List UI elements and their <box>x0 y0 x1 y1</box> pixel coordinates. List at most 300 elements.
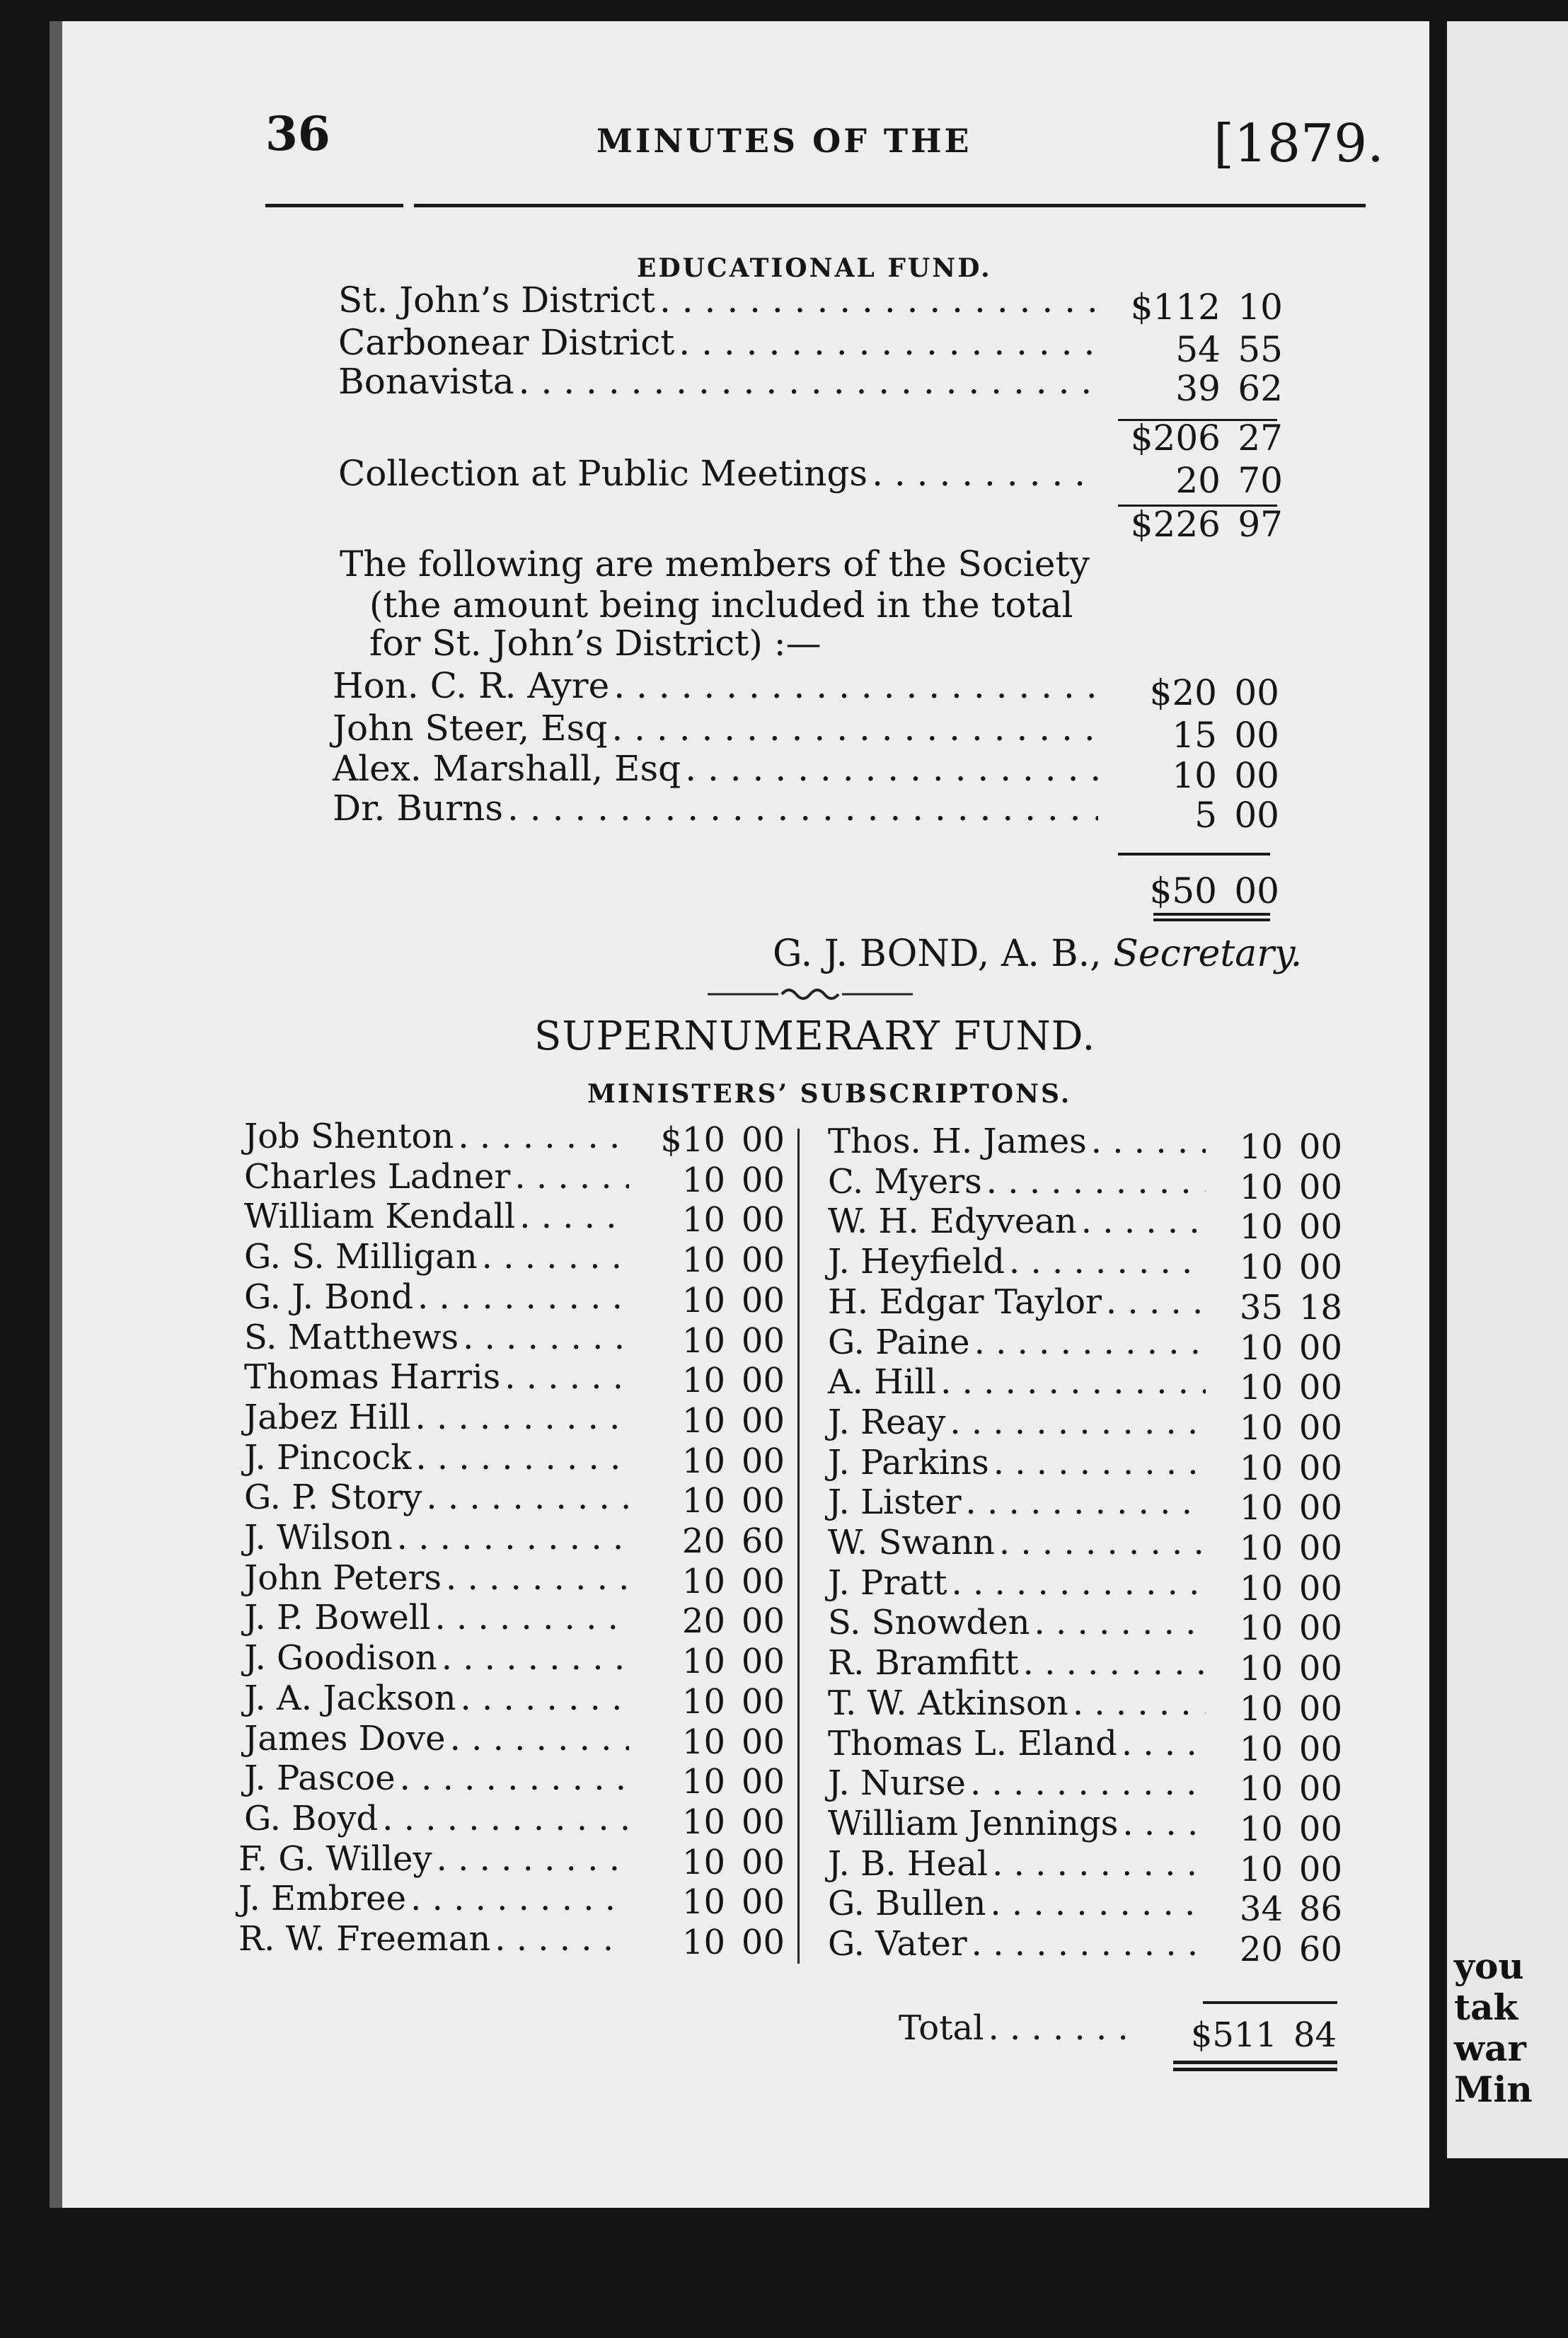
dot-leader <box>940 1362 1206 1402</box>
grand-total-double-rule-1 <box>1173 2061 1337 2064</box>
dot-leader <box>1081 1202 1206 1241</box>
amount-cents: 00 <box>741 1320 785 1361</box>
minister-left-name: Jabez Hill <box>244 1397 411 1437</box>
dot-leader <box>611 708 1098 749</box>
amount-dollars: 10 <box>681 1320 725 1361</box>
amount-cents: 00 <box>1298 1568 1342 1608</box>
society-member-amount <box>1118 795 1279 836</box>
amount-cents: 00 <box>741 1601 785 1642</box>
minister-right-name: J. Lister <box>828 1482 962 1523</box>
amount-dollars: 39 <box>1175 368 1221 409</box>
amount-cents: 62 <box>1238 368 1283 409</box>
amount-cents: 00 <box>1298 1167 1342 1207</box>
society-member-name: Hon. C. R. Ayre <box>333 665 610 706</box>
amount-cents: 00 <box>1298 1849 1342 1889</box>
minister-left-row <box>244 1478 633 1517</box>
minister-right-name: J. Nurse <box>828 1763 966 1804</box>
dot-leader <box>434 1598 629 1637</box>
amount-dollars: 10 <box>681 1160 725 1200</box>
minister-right-amount <box>1212 1569 1342 1608</box>
dot-leader <box>966 1482 1206 1522</box>
amount-cents: 00 <box>741 1240 785 1281</box>
dot-leader <box>988 2008 1142 2048</box>
amount-dollars: $20 <box>1149 672 1217 713</box>
amount-dollars: 10 <box>1239 1528 1283 1568</box>
amount-cents: 00 <box>1298 1448 1342 1488</box>
section-ornament <box>708 984 913 1005</box>
minister-right-name: A. Hill <box>828 1362 937 1403</box>
dot-leader <box>1023 1643 1206 1683</box>
minister-left-name: William Kendall <box>244 1197 516 1237</box>
amount-cents: 00 <box>741 1882 785 1923</box>
minister-right-row <box>828 1884 1210 1923</box>
amount-dollars: 10 <box>681 1441 725 1481</box>
amount-cents: 00 <box>741 1762 785 1802</box>
amount-dollars: 10 <box>1239 1769 1283 1809</box>
members-total-double-rule-2 <box>1153 918 1270 921</box>
minister-right-row <box>828 1162 1210 1202</box>
minister-left-row <box>244 1598 633 1637</box>
amount-dollars: $206 <box>1130 418 1221 459</box>
dot-leader <box>426 1478 629 1517</box>
minister-left-amount <box>655 1281 785 1320</box>
dot-leader <box>970 1763 1206 1803</box>
amount-dollars: 10 <box>1239 1368 1283 1408</box>
minister-left-amount <box>655 1321 785 1361</box>
secretary-signature <box>773 933 1302 975</box>
dot-leader <box>507 788 1098 829</box>
amount-cents: 00 <box>1298 1368 1342 1408</box>
minister-right-row <box>828 1282 1210 1322</box>
minister-left-row <box>244 1558 633 1598</box>
minister-left-row <box>244 1277 633 1317</box>
amount-cents: 00 <box>1234 795 1279 836</box>
amount-dollars: $511 <box>1190 2015 1277 2055</box>
minister-left-amount <box>655 1802 785 1842</box>
minister-right-amount <box>1212 1649 1342 1688</box>
minister-right-name: G. Vater <box>828 1924 967 1964</box>
minister-right-name: J. Reay <box>828 1402 946 1442</box>
fragment-line: war <box>1454 2027 1526 2069</box>
dot-leader <box>685 748 1098 789</box>
amount-cents: 00 <box>1298 1407 1342 1448</box>
amount-cents: 10 <box>1238 287 1283 328</box>
header-rule-left <box>265 204 403 207</box>
dot-leader <box>519 361 1098 402</box>
minister-left-name: Thomas Harris <box>244 1357 501 1398</box>
minister-right-name: S. Snowden <box>828 1603 1030 1643</box>
minister-right-name: G. Paine <box>828 1322 970 1362</box>
minister-left-amount <box>655 1562 785 1601</box>
running-year: [1879. <box>1214 113 1384 174</box>
minister-right-amount <box>1212 1769 1342 1809</box>
minister-left-row <box>244 1638 633 1678</box>
minister-right-amount <box>1212 1449 1342 1488</box>
minister-right-name: Thos. H. James <box>828 1122 1087 1161</box>
minister-left-amount <box>655 1161 785 1200</box>
minister-left-name: G. S. Milligan <box>244 1237 478 1277</box>
dot-leader <box>463 1318 629 1357</box>
grand-total-rule <box>1203 2001 1337 2004</box>
minister-left-amount <box>655 1441 785 1481</box>
minister-right-amount <box>1212 1889 1342 1929</box>
minister-right-row <box>828 1763 1210 1803</box>
minister-left-amount <box>655 1762 785 1802</box>
educational-district-amount <box>1122 287 1283 328</box>
society-member-row <box>333 708 1102 747</box>
members-note-line-1: The following are members of the Society <box>340 543 1090 584</box>
minister-right-amount <box>1212 1689 1342 1729</box>
amount-dollars: 10 <box>1239 1127 1283 1167</box>
amount-cents: 00 <box>741 1200 785 1240</box>
total-label: Total <box>899 2008 984 2048</box>
amount-dollars: 20 <box>681 1521 725 1561</box>
amount-cents: 00 <box>1298 1127 1342 1167</box>
amount-dollars: 10 <box>681 1400 725 1441</box>
society-member-row <box>333 788 1102 827</box>
minister-right-name: C. Myers <box>828 1161 982 1202</box>
minister-right-row <box>828 1362 1210 1402</box>
dot-leader <box>951 1563 1206 1603</box>
minister-left-name: F. G. Willey <box>238 1838 432 1879</box>
minister-left-amount <box>655 1882 785 1922</box>
amount-dollars: $226 <box>1130 504 1221 545</box>
educational-district-row <box>338 280 1102 319</box>
educational-subtotal <box>1122 418 1283 459</box>
minister-right-amount <box>1212 1207 1342 1247</box>
minister-left-row <box>244 1357 633 1397</box>
page-spine-edge <box>50 21 62 2208</box>
amount-dollars: 10 <box>681 1280 725 1320</box>
minister-right-name: G. Bullen <box>828 1884 986 1924</box>
amount-cents: 00 <box>1298 1248 1342 1288</box>
minister-left-name: G. P. Story <box>244 1478 422 1518</box>
minister-left-row <box>244 1117 633 1156</box>
amount-cents: 00 <box>1298 1328 1342 1368</box>
dot-leader <box>382 1799 629 1838</box>
grand-total-row <box>899 2008 1146 2048</box>
minister-left-amount <box>655 1682 785 1722</box>
educational-district-row <box>338 322 1102 362</box>
amount-dollars: 10 <box>1239 1488 1283 1528</box>
amount-dollars: 10 <box>1239 1407 1283 1448</box>
minister-left-amount <box>655 1361 785 1400</box>
dot-leader <box>1073 1683 1206 1723</box>
educational-district-amount <box>1122 368 1283 409</box>
minister-left-name: Charles Ladner <box>244 1156 511 1197</box>
minister-left-name: John Peters <box>244 1557 442 1598</box>
minister-right-row <box>828 1122 1210 1161</box>
minister-left-name: J. Embree <box>238 1879 407 1919</box>
amount-dollars: 10 <box>1239 1608 1283 1649</box>
educational-district-name: Bonavista <box>338 361 514 402</box>
amount-cents: 00 <box>1298 1528 1342 1568</box>
educational-district-amount <box>1122 329 1283 370</box>
minister-right-amount <box>1212 1930 1342 1969</box>
amount-cents: 60 <box>1298 1930 1342 1969</box>
amount-dollars: 10 <box>1239 1248 1283 1288</box>
minister-left-row <box>238 1839 628 1879</box>
amount-cents: 84 <box>1293 2015 1337 2055</box>
minister-left-name: R. W. Freeman <box>238 1919 491 1959</box>
amount-dollars: $112 <box>1130 287 1221 328</box>
society-member-amount <box>1118 755 1279 796</box>
amount-dollars: 10 <box>1239 1809 1283 1849</box>
amount-cents: 00 <box>741 1120 785 1160</box>
amount-cents: 00 <box>741 1642 785 1682</box>
minister-right-amount <box>1212 1488 1342 1528</box>
page-number: 36 <box>265 106 330 161</box>
dot-leader <box>446 1558 629 1598</box>
minister-left-name: J. A. Jackson <box>244 1678 456 1718</box>
minister-right-amount <box>1212 1850 1342 1889</box>
amount-cents: 27 <box>1238 418 1283 459</box>
society-member-name: Dr. Burns <box>333 788 503 829</box>
amount-dollars: 10 <box>1172 755 1217 796</box>
dot-leader <box>679 322 1098 363</box>
amount-cents: 00 <box>741 1160 785 1200</box>
minister-left-name: J. Pincock <box>244 1437 412 1478</box>
society-member-amount <box>1118 672 1279 713</box>
dot-leader <box>417 1277 629 1317</box>
dot-leader <box>992 1844 1206 1884</box>
dot-leader <box>437 1839 623 1879</box>
amount-dollars: 10 <box>681 1802 725 1842</box>
minister-right-row <box>828 1844 1210 1884</box>
dot-leader <box>415 1438 629 1478</box>
minister-left-amount <box>655 1601 785 1641</box>
members-total-rule <box>1118 853 1270 856</box>
dot-leader <box>519 1197 629 1236</box>
dot-leader <box>993 1443 1206 1482</box>
amount-dollars: 10 <box>1239 1167 1283 1207</box>
minister-right-name: W. H. Edyvean <box>828 1202 1077 1242</box>
minister-right-row <box>828 1804 1210 1843</box>
minister-right-name: H. Edgar Taylor <box>828 1282 1102 1322</box>
amount-dollars: 10 <box>681 1481 725 1521</box>
amount-dollars: 10 <box>681 1361 725 1401</box>
next-page-edge <box>1447 21 1568 2158</box>
amount-dollars: 15 <box>1172 715 1217 756</box>
minister-left-amount <box>655 1843 785 1882</box>
amount-dollars: 10 <box>1239 1207 1283 1248</box>
amount-dollars: 10 <box>1239 1448 1283 1488</box>
amount-cents: 00 <box>1298 1688 1342 1729</box>
amount-cents: 00 <box>741 1842 785 1882</box>
amount-dollars: 10 <box>681 1681 725 1722</box>
collection-name: Collection at Public Meetings <box>338 453 868 494</box>
amount-dollars: 10 <box>681 1561 725 1601</box>
amount-dollars: 10 <box>1239 1729 1283 1769</box>
amount-dollars: 5 <box>1194 795 1217 836</box>
amount-cents: 00 <box>1298 1809 1342 1849</box>
dot-leader <box>505 1357 629 1397</box>
amount-dollars: $50 <box>1149 870 1217 911</box>
minister-left-row <box>244 1719 633 1758</box>
amount-cents: 00 <box>741 1681 785 1722</box>
amount-cents: 60 <box>741 1521 785 1561</box>
amount-dollars: 10 <box>681 1842 725 1882</box>
next-page-text-fragment <box>1454 1946 1533 2110</box>
running-title: MINUTES OF THE <box>596 122 972 160</box>
dot-leader <box>1122 1724 1206 1763</box>
minister-left-row <box>244 1678 633 1718</box>
minister-right-name: T. W. Atkinson <box>828 1683 1068 1723</box>
minister-left-amount <box>655 1120 785 1160</box>
amount-cents: 00 <box>741 1722 785 1762</box>
members-total-double-rule-1 <box>1153 913 1270 916</box>
minister-right-amount <box>1212 1408 1342 1448</box>
dot-leader <box>495 1919 623 1959</box>
minister-right-row <box>828 1403 1210 1442</box>
society-member-name: Alex. Marshall, Esq <box>333 748 681 789</box>
minister-left-name: J. Goodison <box>244 1638 437 1678</box>
minister-right-row <box>828 1242 1210 1282</box>
minister-right-name: J. Parkins <box>828 1442 989 1482</box>
amount-cents: 00 <box>1234 672 1279 713</box>
fragment-line: Min <box>1454 2068 1533 2110</box>
amount-cents: 00 <box>741 1361 785 1401</box>
minister-right-amount <box>1212 1729 1342 1769</box>
minister-left-amount <box>655 1642 785 1681</box>
dot-leader <box>990 1884 1206 1923</box>
amount-cents: 00 <box>741 1400 785 1441</box>
minister-left-name: G. Boyd <box>244 1798 379 1838</box>
dot-leader <box>460 1678 629 1718</box>
members-note-line-3: for St. John’s District) :— <box>369 623 822 664</box>
minister-right-row <box>828 1643 1210 1683</box>
minister-right-name: J. Pratt <box>828 1562 947 1603</box>
minister-left-name: Job Shenton <box>244 1117 454 1156</box>
minister-left-row <box>238 1919 628 1959</box>
minister-right-amount <box>1212 1809 1342 1849</box>
minister-right-name: Thomas L. Eland <box>828 1723 1117 1763</box>
amount-dollars: 10 <box>1239 1849 1283 1889</box>
amount-cents: 86 <box>1298 1889 1342 1930</box>
minister-left-row <box>244 1237 633 1277</box>
amount-dollars: $10 <box>660 1120 725 1160</box>
members-note-line-2: (the amount being included in the total <box>369 584 1073 626</box>
minister-left-amount <box>655 1200 785 1240</box>
amount-dollars: 20 <box>681 1601 725 1642</box>
fragment-line: tak <box>1454 1986 1518 2028</box>
amount-dollars: 10 <box>681 1882 725 1923</box>
minister-right-amount <box>1212 1528 1342 1568</box>
signature-title: Secretary. <box>1113 933 1303 975</box>
ministers-subscriptions-heading: MINISTERS’ SUBSCRIPTONS. <box>587 1079 1072 1109</box>
amount-cents: 00 <box>741 1923 785 1962</box>
dot-leader <box>872 453 1098 494</box>
minister-right-name: J. Heyfield <box>828 1242 1005 1282</box>
minister-right-row <box>828 1924 1210 1964</box>
minister-right-amount <box>1212 1368 1342 1407</box>
dot-leader <box>613 665 1098 706</box>
minister-right-name: W. Swann <box>828 1523 995 1562</box>
amount-dollars: 10 <box>1239 1649 1283 1689</box>
minister-right-row <box>828 1603 1210 1642</box>
dot-leader <box>659 280 1098 321</box>
dot-leader <box>442 1638 629 1678</box>
minister-left-row <box>244 1157 633 1197</box>
amount-dollars: 10 <box>1239 1568 1283 1608</box>
amount-dollars: 34 <box>1239 1889 1283 1930</box>
grand-total-double-rule-2 <box>1173 2068 1337 2071</box>
amount-cents: 00 <box>1298 1488 1342 1528</box>
minister-left-amount <box>655 1521 785 1561</box>
dot-leader <box>482 1237 629 1277</box>
minister-left-amount <box>655 1481 785 1521</box>
minister-left-amount <box>655 1923 785 1962</box>
society-member-row <box>333 748 1102 788</box>
minister-left-amount <box>655 1401 785 1441</box>
minister-right-amount <box>1212 1328 1342 1368</box>
grand-total-amount <box>1189 2015 1337 2055</box>
minister-left-name: G. J. Bond <box>244 1277 413 1317</box>
amount-cents: 00 <box>741 1441 785 1481</box>
amount-cents: 00 <box>1298 1608 1342 1649</box>
minister-left-name: S. Matthews <box>244 1317 459 1357</box>
minister-right-amount <box>1212 1288 1342 1328</box>
dot-leader <box>1106 1282 1206 1322</box>
minister-left-name: J. P. Bowell <box>244 1598 431 1638</box>
amount-dollars: 10 <box>1239 1328 1283 1368</box>
dot-leader <box>972 1924 1206 1964</box>
educational-district-row <box>338 361 1102 401</box>
minister-right-amount <box>1212 1168 1342 1207</box>
amount-cents: 00 <box>1234 755 1279 796</box>
dot-leader <box>400 1758 629 1798</box>
dot-leader <box>1034 1603 1206 1642</box>
amount-dollars: 10 <box>681 1240 725 1281</box>
minister-right-row <box>828 1323 1210 1362</box>
minister-right-name: R. Bramfitt <box>828 1643 1019 1683</box>
minister-left-amount <box>655 1240 785 1280</box>
educational-fund-heading: EDUCATIONAL FUND. <box>637 253 992 283</box>
minister-right-row <box>828 1443 1210 1482</box>
amount-cents: 00 <box>741 1481 785 1521</box>
minister-left-name: J. Wilson <box>244 1518 393 1557</box>
amount-cents: 00 <box>1298 1769 1342 1809</box>
educational-district-name: St. John’s District <box>338 280 655 321</box>
society-member-amount <box>1118 715 1279 756</box>
minister-left-row <box>244 1758 633 1798</box>
amount-cents: 00 <box>741 1280 785 1320</box>
dot-leader <box>986 1162 1206 1202</box>
dot-leader <box>410 1879 623 1918</box>
amount-cents: 00 <box>1234 870 1279 911</box>
minister-left-row <box>244 1438 633 1478</box>
dot-leader <box>950 1403 1206 1442</box>
minister-left-name: J. Pascoe <box>244 1758 396 1799</box>
minister-right-name: William Jennings <box>828 1803 1119 1843</box>
amount-cents: 00 <box>1298 1649 1342 1689</box>
minister-left-row <box>244 1799 633 1838</box>
amount-dollars: 10 <box>681 1762 725 1802</box>
minister-left-row <box>244 1318 633 1357</box>
collection-row <box>338 453 1102 493</box>
educational-total <box>1122 504 1283 545</box>
header-rule-right <box>414 204 1366 207</box>
dot-leader <box>999 1523 1206 1562</box>
collection-amount <box>1122 460 1283 501</box>
dot-leader <box>1122 1804 1206 1843</box>
amount-dollars: 10 <box>681 1923 725 1962</box>
minister-right-row <box>828 1482 1210 1522</box>
amount-cents: 18 <box>1298 1287 1342 1328</box>
dot-leader <box>450 1719 629 1758</box>
amount-dollars: 20 <box>1175 460 1221 501</box>
amount-cents: 00 <box>741 1802 785 1842</box>
